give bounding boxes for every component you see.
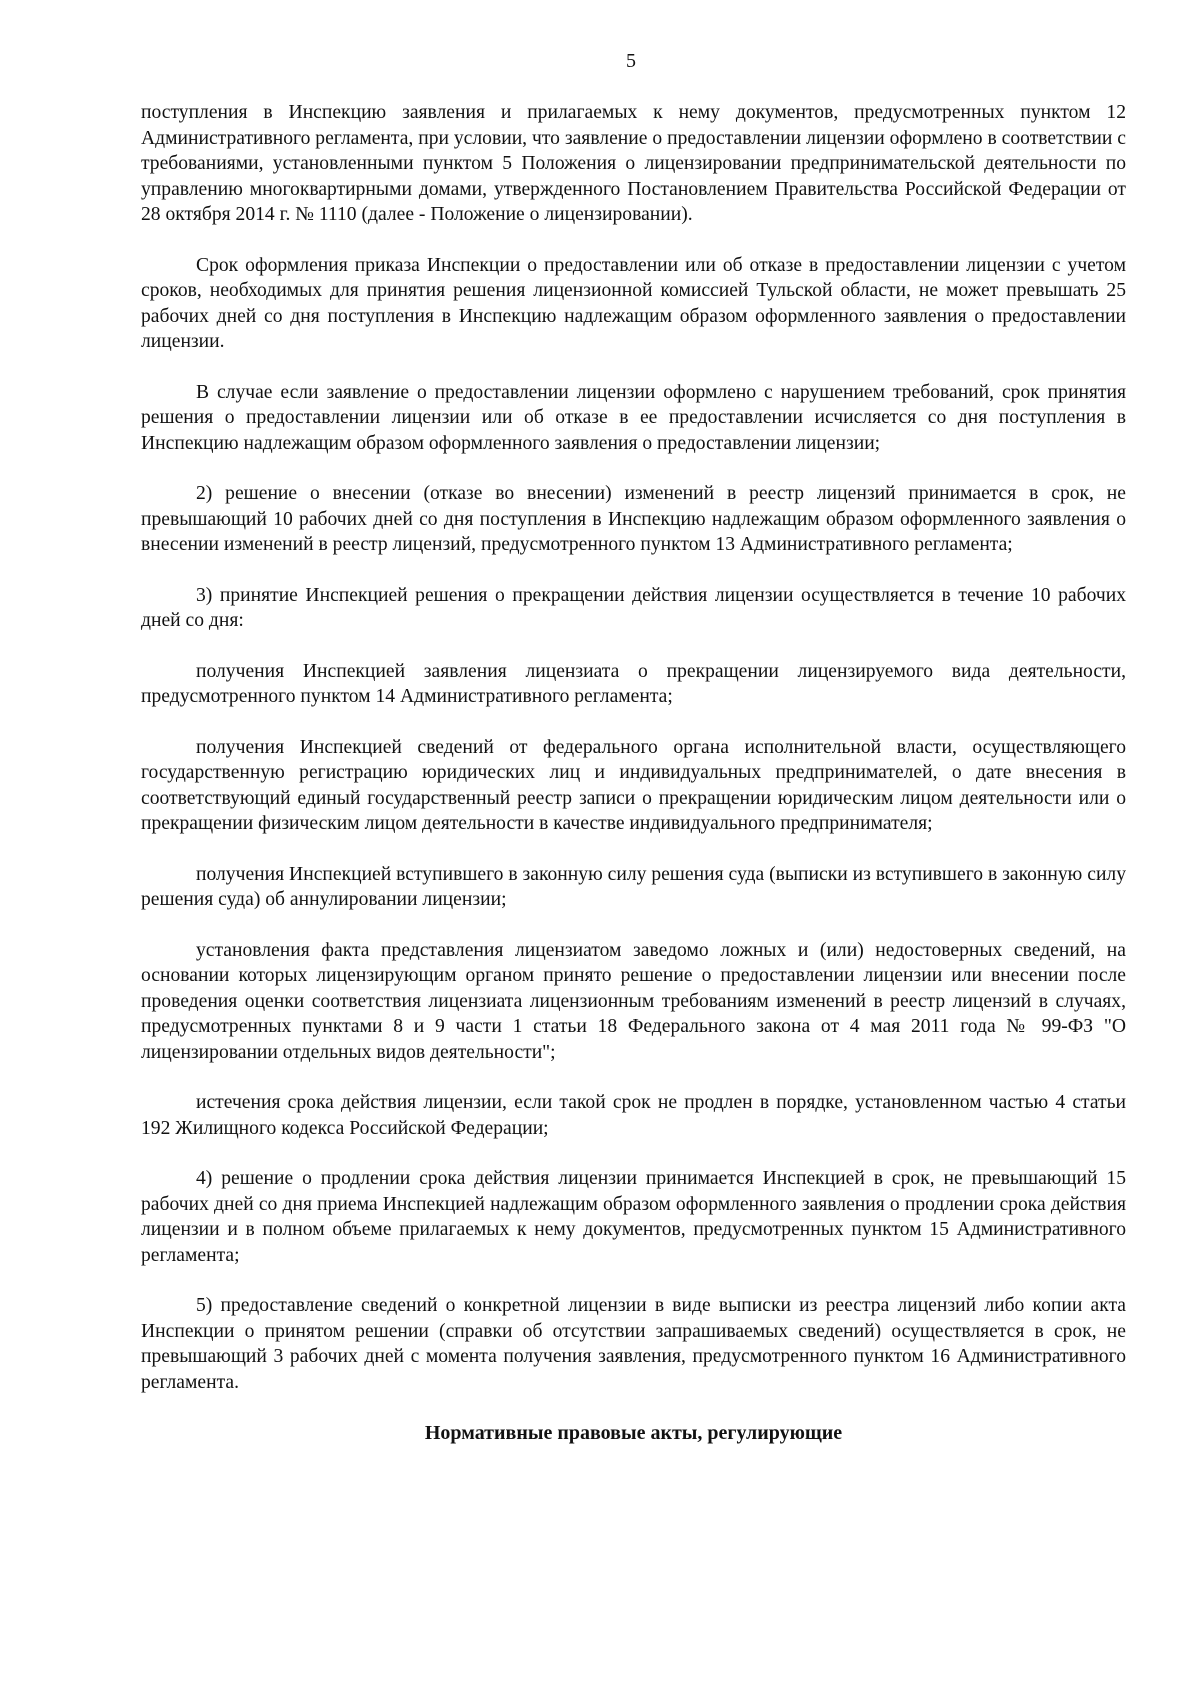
- page-number: 5: [626, 50, 636, 72]
- paragraph-4: 2) решение о внесении (отказе во внесении) изменений в реестр лицензий принимается в срок, не превышающий 10 рабочих дней со дня поступления в Инспекцию надлежащим образом оформленного заявления о внесении изменений в реестр лицензий, предусмотренного пунктом 13 Административного регламента;: [141, 483, 1126, 555]
- paragraph-8: получения Инспекцией вступившего в законную силу решения суда (выписки из вступившего в законную силу решения суда) об аннулировании лицензии;: [141, 863, 1126, 910]
- section-heading: Нормативные правовые акты, регулирующие: [424, 1422, 843, 1444]
- paragraph-5: 3) принятие Инспекцией решения о прекращении действия лицензии осуществляется в течение 10 рабочих дней со дня:: [141, 584, 1126, 631]
- paragraph-3: В случае если заявление о предоставлении лицензии оформлено с нарушением требований, срок принятия решения о предоставлении лицензии или об отказе в ее предоставлении исчисляется со дня поступления в Инспекцию надлежащим образом оформленного заявления о предоставлении лицензии;: [141, 381, 1126, 454]
- paragraph-12: 5) предоставление сведений о конкретной лицензии в виде выписки из реестра лицензий либо копии акта Инспекции о принятом решении (справки об отсутствии запрашиваемых сведений) осуществляется в срок, не превышающий 3 рабочих дней с момента получения заявления, предусмотренного пунктом 16 Административного регламента.: [141, 1295, 1126, 1393]
- document-body: [141, 100, 1126, 1446]
- paragraph-2: Срок оформления приказа Инспекции о предоставлении или об отказе в предоставлении лицензии с учетом сроков, необходимых для принятия решения лицензионной комиссией Тульской области, не может превышать 25 рабочих дней со дня поступления в Инспекцию надлежащим образом оформленного заявления о предоставлении лицензии.: [141, 254, 1126, 352]
- paragraph-6: получения Инспекцией заявления лицензиата о прекращении лицензируемого вида деятельности, предусмотренного пунктом 14 Административного регламента;: [141, 660, 1126, 707]
- paragraph-9: установления факта представления лицензиатом заведомо ложных и (или) недостоверных сведений, на основании которых лицензирующим органом принято решение о предоставлении лицензии или внесении после проведения оценки соответствия лицензиата лицензионным требованиям изменений в реестр лицензий в случаях, предусмотренных пунктами 8 и 9 части 1 статьи 18 Федерального закона от 4 мая 2011 года № 99-ФЗ "О лицензировании отдельных видов деятельности";: [141, 939, 1126, 1063]
- paragraph-7: получения Инспекцией сведений от федерального органа исполнительной власти, осуществляющего государственную регистрацию юридических лиц и индивидуальных предпринимателей, о дате внесения в соответствующий единый государственный реестр записи о прекращении юридическим лицом деятельности или о прекращении физическим лицом деятельности в качестве индивидуального предпринимателя;: [141, 736, 1126, 834]
- paragraph-10: истечения срока действия лицензии, если такой срок не продлен в порядке, установленном частью 4 статьи 192 Жилищного кодекса Российской Федерации;: [141, 1092, 1126, 1139]
- paragraph-11: 4) решение о продлении срока действия лицензии принимается Инспекцией в срок, не превышающий 15 рабочих дней со дня приема Инспекцией надлежащим образом оформленного заявления о продлении срока действия лицензии и в полном объеме прилагаемых к нему документов, предусмотренных пунктом 15 Административного регламента;: [141, 1168, 1126, 1266]
- paragraph-1: поступления в Инспекцию заявления и прилагаемых к нему документов, предусмотренных пунктом 12 Административного регламента, при условии, что заявление о предоставлении лицензии оформлено в соответствии с требованиями, установленными пунктом 5 Положения о лицензировании предпринимательской деятельности по управлению многоквартирными домами, утвержденного Постановлением Правительства Российской Федерации от 28 октября 2014 г. № 1110 (далее - Положение о лицензировании).: [141, 102, 1126, 225]
